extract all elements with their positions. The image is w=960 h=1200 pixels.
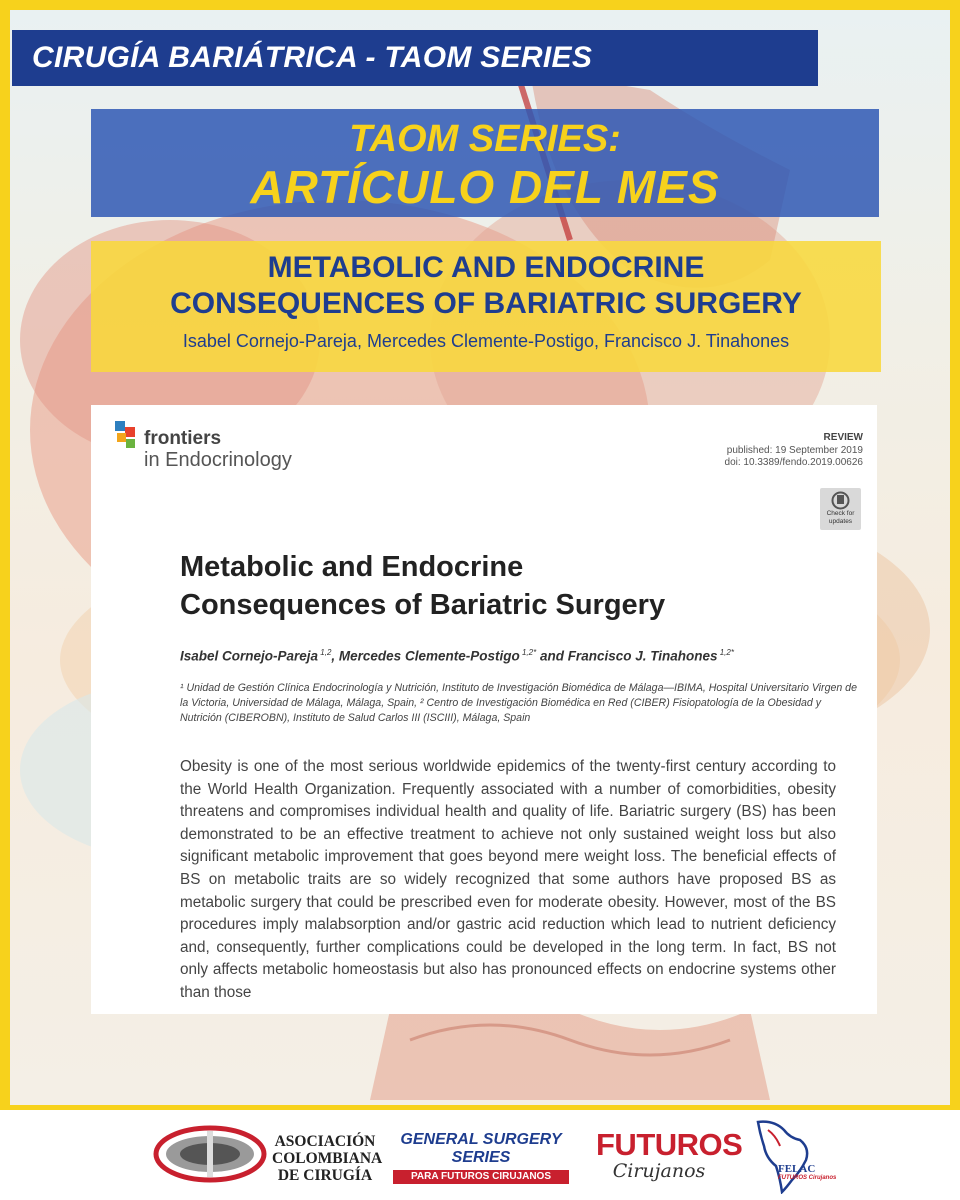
series-label: CIRUGÍA BARIÁTRICA - TAOM SERIES xyxy=(32,41,593,74)
latin-america-map-icon xyxy=(754,1118,812,1194)
check-for-updates-text: Check for updates xyxy=(826,510,855,525)
paper-preview xyxy=(91,405,877,1014)
doi-link: doi: 10.3389/fendo.2019.00626 xyxy=(724,457,863,468)
article-type: REVIEW xyxy=(823,432,863,443)
banner-line-1: TAOM SERIES: xyxy=(349,118,621,160)
paper-title-line-2: Consequences of Bariatric Surgery xyxy=(180,589,666,621)
published-date: published: 19 September 2019 xyxy=(726,445,863,456)
banner-line-2: ARTÍCULO DEL MES xyxy=(250,161,720,213)
paper-title-line-1: Metabolic and Endocrine xyxy=(180,551,524,583)
series-header-bar xyxy=(12,30,818,86)
paper-affiliations: ¹ Unidad de Gestión Clínica Endocrinología y Nutrición, Instituto de Investigación Biomédica de Málaga—IBIMA, Hospital Universitario Virgen de la Victoria, Universidad de Málaga, Málaga, Spain, ² Centro de Investigación Biomédica en Red (CIBER) Fisiopatología de la Obesidad y Nutrición (CIBEROBN), Instituto de Salud Carlos III (ISCIII), Málaga, Spain xyxy=(180,682,857,724)
felac-subtitle: FUTUROS Cirujanos xyxy=(778,1175,837,1181)
general-surgery-series-logo: GENERAL SURGERY SERIES PARA FUTUROS CIRUJANOS xyxy=(393,1131,569,1184)
paper-authors: Isabel Cornejo-Pareja $^{1,2}$, Mercedes Clemente-Postigo $^{1,2*}$ and Francisco J. Tinahones $^{1,2*}$ xyxy=(180,648,734,664)
frontiers-logo-icon xyxy=(113,419,141,453)
paper-abstract: Obesity is one of the most serious worldwide epidemics of the twenty-first century according to the World Health Organization. Frequently associated with a number of comorbidities, obesity threatens and compromises individual health and quality of life. Bariatric surgery (BS) has been demonstrated to be an effective treatment to achieve not only sustained weight loss but also significant metabolic improvement that goes beyond mere weight loss. The beneficial effects of BS on metabolic traits are so widely recognized that some authors have proposed BS as metabolic surgery that could be prescribed even for moderate obesity. However, most of the BS procedures imply malabsorption and/or gastric acid reduction which lead to nutrient deficiency and, consequently, further complications could be developed in the long term. In fact, BS not only affects metabolic homeostasis but also has pronounced effects on endocrine systems other than those xyxy=(180,758,836,1001)
article-title-line-1: METABOLIC AND ENDOCRINE xyxy=(267,251,705,284)
article-title-box xyxy=(91,241,881,372)
acc-name: ASOCIACIÓN COLOMBIANA DE CIRUGÍA xyxy=(272,1133,383,1184)
article-of-month-banner xyxy=(91,109,879,217)
journal-section: in Endocrinology xyxy=(144,449,292,471)
journal-brand: frontiers xyxy=(144,428,222,449)
article-title-line-2: CONSEQUENCES OF BARIATRIC SURGERY xyxy=(170,287,802,320)
check-for-updates-badge xyxy=(820,488,861,530)
bookmark-icon xyxy=(831,491,850,510)
felac-name: FELAC xyxy=(778,1163,816,1175)
acc-emblem-icon xyxy=(152,1125,268,1183)
futuros-cirujanos-logo: FUTUROS Cirujanos xyxy=(596,1127,743,1182)
article-authors: Isabel Cornejo-Pareja, Mercedes Clemente-Postigo, Francisco J. Tinahones xyxy=(182,331,790,351)
